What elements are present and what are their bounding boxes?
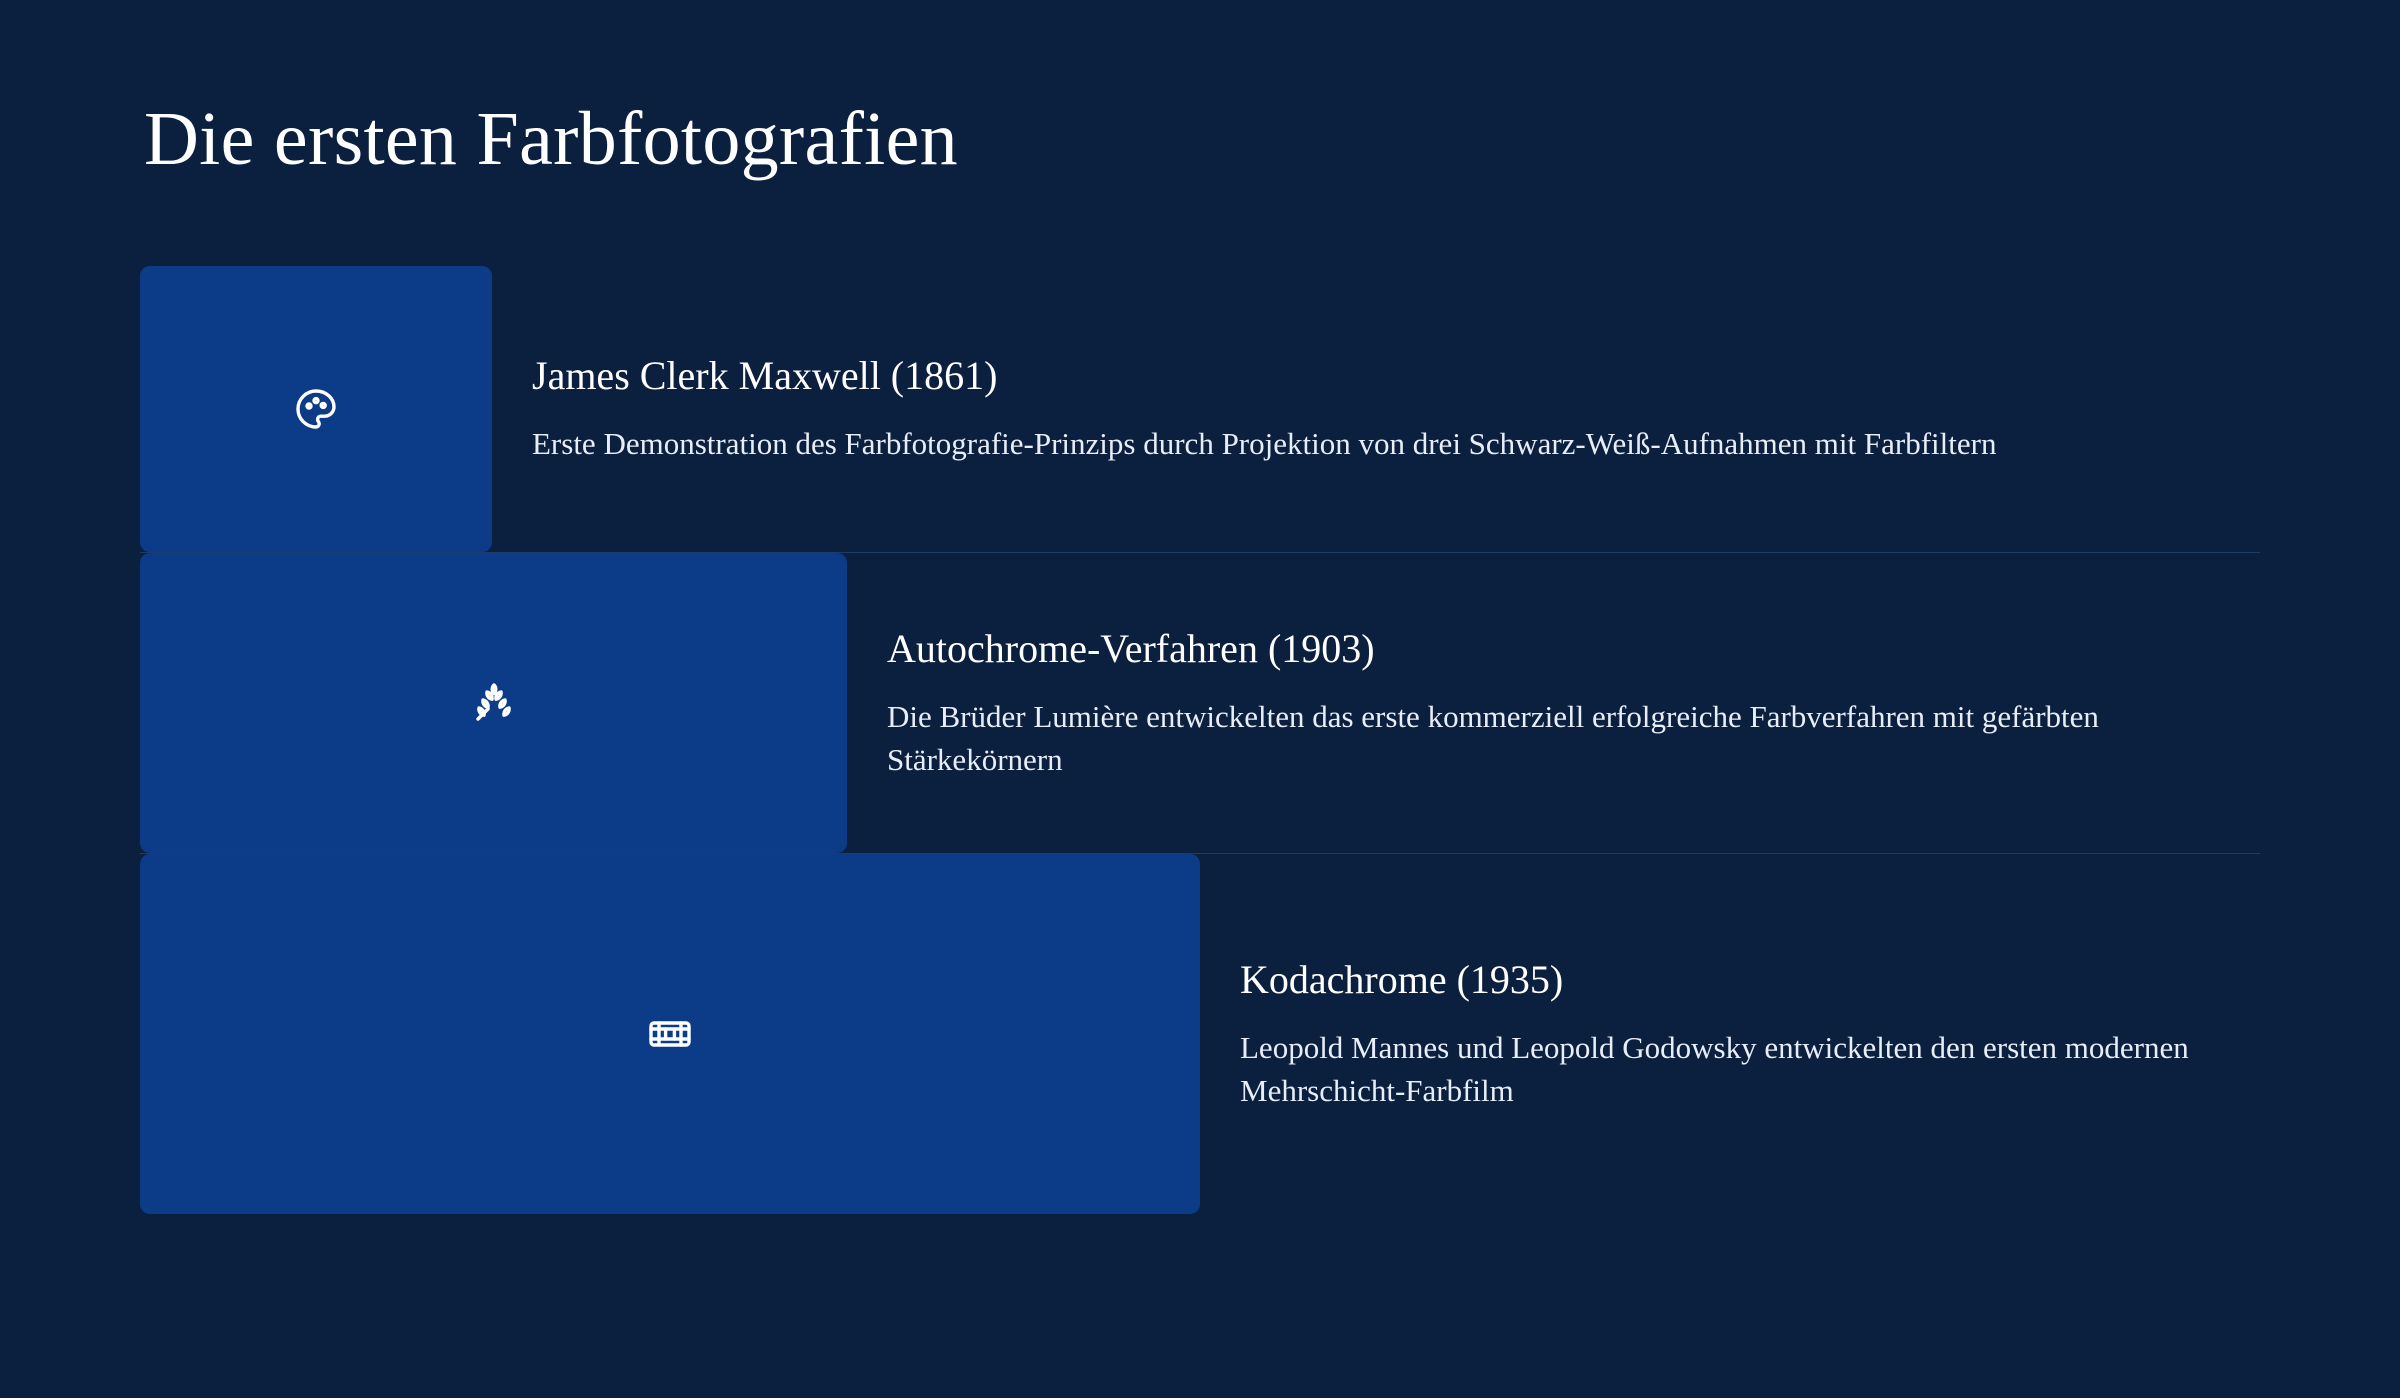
entry-description: Die Brüder Lumière entwickelten das erste kommerziell erfolgreiche Farbverfahren mit gefärbten Stärkekörnern <box>887 698 2099 777</box>
palette-icon <box>292 385 340 433</box>
film-strip-icon <box>646 1010 694 1058</box>
entry-title: Autochrome-Verfahren (1903) <box>887 625 1375 671</box>
entry-body <box>847 553 2260 853</box>
timeline-list <box>140 266 2260 1214</box>
entry-title: Kodachrome (1935) <box>1240 956 1564 1002</box>
list-item <box>140 854 2260 1214</box>
entry-body <box>1200 854 2260 1214</box>
entry-description: Erste Demonstration des Farbfotografie-Prinzips durch Projektion von drei Schwarz-Weiß-Aufnahmen mit Farbfiltern <box>532 426 1997 462</box>
entry-body <box>492 266 2260 552</box>
entry-media-panel <box>140 553 847 853</box>
entry-media-panel <box>140 854 1200 1214</box>
page-title: Die ersten Farbfotografien <box>144 97 958 181</box>
entry-title: James Clerk Maxwell (1861) <box>532 353 998 399</box>
list-item <box>140 553 2260 854</box>
entry-description: Leopold Mannes und Leopold Godowsky entwickelten den ersten modernen Mehrschicht-Farbfilm <box>1240 1029 2189 1108</box>
entry-media-panel <box>140 266 492 552</box>
wheat-icon <box>470 679 518 727</box>
list-item <box>140 266 2260 553</box>
